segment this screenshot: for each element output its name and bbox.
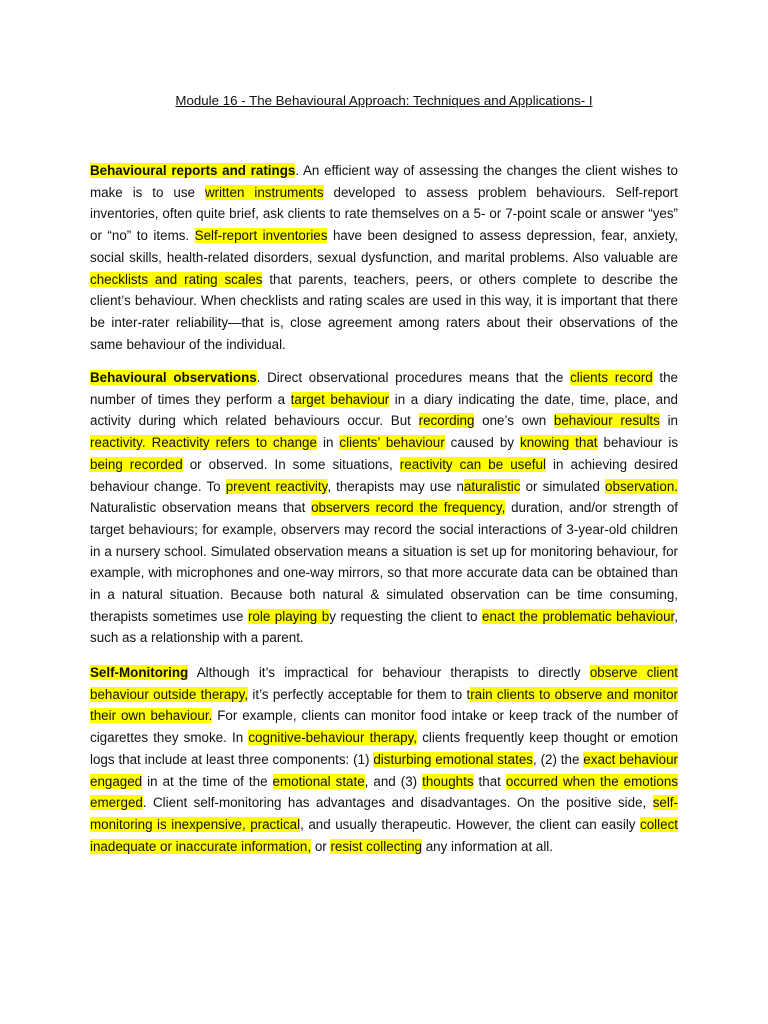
page-title: Module 16 - The Behavioural Approach: Techniques and Applications- I [175, 93, 593, 108]
highlighted-text: rain clients to observe and monitor their own behaviour. [90, 686, 678, 724]
body-text: that parents, teachers, peers, or others complete to describe the client’s behaviour. When checklists and rating scales are used in this way, it is important that there be inter-rater reliability—that is, close agreement among raters about their observations of the same behaviour of the individual. [90, 271, 679, 352]
body-text: or [311, 838, 331, 854]
highlighted-text: resist collecting [330, 838, 422, 854]
highlighted-text: target behaviour [290, 391, 390, 407]
body-text: , (2) the [532, 751, 584, 767]
body-text: , and usually therapeutic. However, the client can easily [300, 816, 641, 832]
body-text: , and (3) [364, 773, 423, 789]
body-text: that [473, 773, 506, 789]
highlighted-text: knowing that [520, 435, 598, 451]
body-text: or simulated [520, 478, 606, 494]
highlighted-text: clients’ behaviour [339, 435, 445, 451]
body-text: duration, and/or strength of target behaviours; for example, observers may record the social interactions of 3-year-old children in a nursery school. Simulated observation means a situation is set up for monitoring behaviour, for example, with microphones and one-way mirrors, so that more accurate data can be obtained than in a natural situation. Because both natural & simulated observation can be time consuming, therapists sometimes use [90, 500, 679, 624]
section-heading: Behavioural reports and ratings [90, 163, 296, 178]
body-text: have been designed to assess depression, fear, anxiety, social skills, health-related disorders, sexual dysfunction, and marital problems. Also valuable are [90, 228, 678, 265]
highlighted-text: enact the problematic behaviour [482, 608, 675, 624]
body-text: in [659, 413, 678, 429]
body-text: the number of times they perform a [90, 370, 679, 407]
highlighted-text: clients record [570, 370, 653, 385]
body-text: , therapists may use n [327, 478, 464, 494]
body-text: . Direct observational procedures means that the [256, 370, 571, 385]
body-text: in [316, 435, 340, 451]
body-text: in at the time of the [142, 773, 273, 789]
paragraph-behavioural-reports [90, 160, 678, 355]
highlighted-text: Self-report inventories [194, 228, 328, 244]
highlighted-text: occurred when the emotions emerged [90, 773, 678, 811]
highlighted-text: reactivity. Reactivity refers to change [90, 435, 317, 451]
highlighted-text: observe client behaviour outside therapy, [90, 665, 678, 702]
body-text: caused by [444, 435, 521, 451]
highlighted-text: reactivity can be useful [399, 456, 546, 472]
body-text: Naturalistic observation means that [90, 500, 312, 516]
highlighted-text: observers record the frequency, [311, 500, 506, 516]
highlighted-text: being recorded [90, 456, 183, 472]
body-text: clients frequently keep thought or emotion logs that include at least three components: (1) [90, 730, 679, 767]
body-text: or observed. In some situations, [182, 456, 400, 472]
body-text: . Client self-monitoring has advantages and disadvantages. On the positive side, [142, 795, 653, 811]
paragraph-self-monitoring [90, 662, 678, 857]
section-heading: Self-Monitoring [90, 665, 189, 680]
body-text: . An efficient way of assessing the changes the client wishes to make is to use [90, 163, 678, 200]
paragraph-behavioural-observations [90, 367, 678, 649]
body-text: Although it’s impractical for behaviour therapists to directly [188, 665, 590, 680]
body-text: behaviour is [597, 435, 679, 451]
body-text: For example, clients can monitor food intake or keep track of the number of cigarettes they smoke. In [90, 708, 678, 746]
highlighted-text: role playing b [247, 608, 330, 624]
body-text: y requesting the client to [329, 608, 483, 624]
highlighted-text: cognitive-behaviour therapy, [248, 730, 418, 746]
highlighted-text: observation. [605, 478, 678, 494]
body-text: it’s perfectly acceptable for them to t [248, 686, 471, 702]
body-text: in achieving desired behaviour change. To [90, 456, 678, 494]
body-text: any information at all. [422, 838, 553, 854]
highlighted-text: aturalistic [463, 478, 521, 494]
body-text: one’s own [474, 413, 554, 429]
section-heading: Behavioural observations [90, 370, 257, 385]
body-text: in a diary indicating the date, time, place, and activity during which related behaviours occur. But [90, 391, 678, 429]
highlighted-text: emotional state [272, 773, 365, 789]
highlighted-text: checklists and rating scales [90, 271, 263, 287]
highlighted-text: behaviour results [553, 413, 660, 429]
highlighted-text: thoughts [422, 773, 474, 789]
highlighted-text: prevent reactivity [225, 478, 328, 494]
highlighted-text: disturbing emotional states [373, 751, 533, 767]
highlighted-text: recording [418, 413, 475, 429]
body-text: , such as a relationship with a parent. [90, 608, 678, 646]
highlighted-text: written instruments [204, 184, 324, 200]
body-text: developed to assess problem behaviours. Self-report inventories, often quite brief, ask clients to rate themselves on a 5- or 7-point scale or answer “yes” or “no” to items. [90, 184, 678, 244]
highlighted-text: exact behaviour engaged [90, 751, 678, 789]
highlighted-text: collect inadequate or inaccurate information, [90, 816, 678, 854]
highlighted-text: self-monitoring is inexpensive, practical [90, 795, 678, 832]
